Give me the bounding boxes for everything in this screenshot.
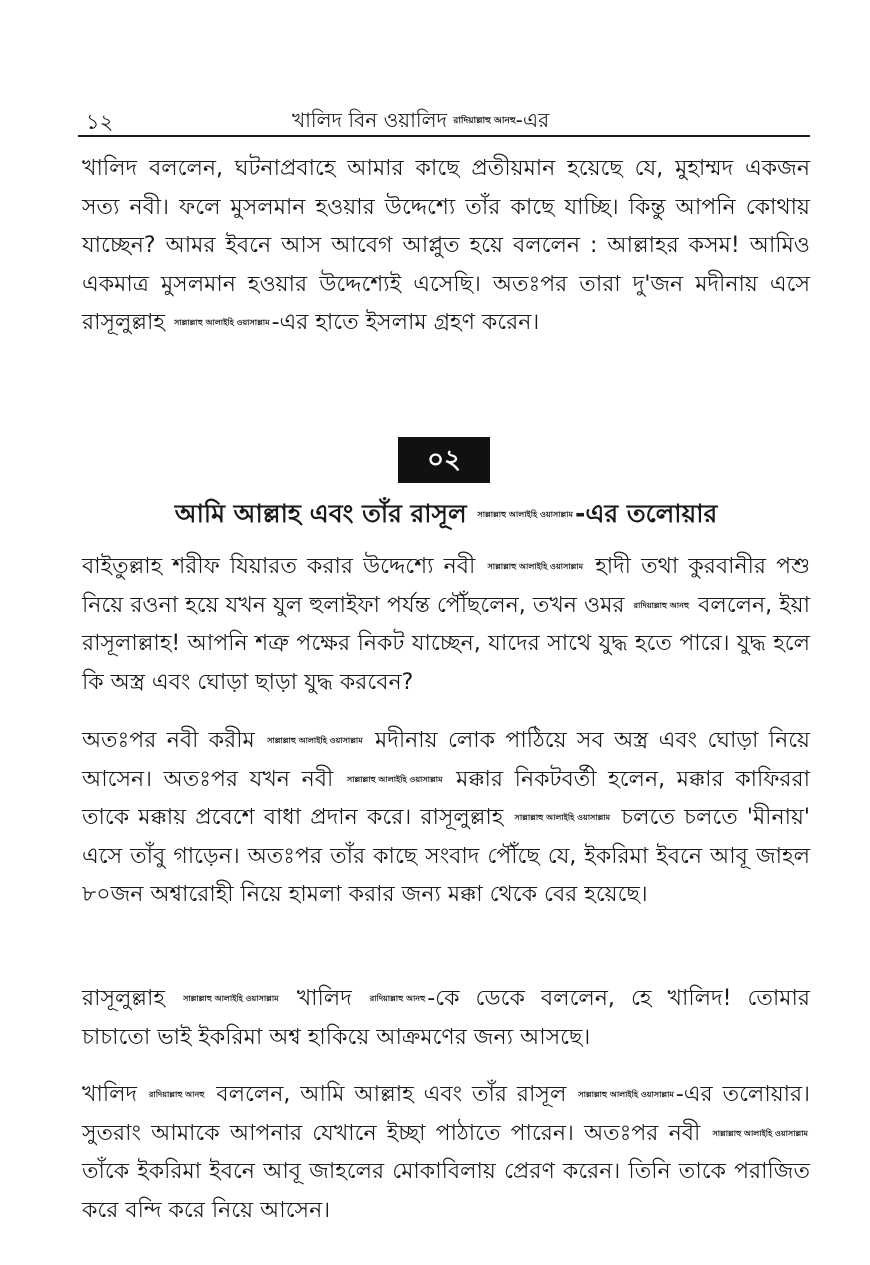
paragraph-5 bbox=[82, 1076, 810, 1230]
honorific-saw: সাল্লাল্লাহু আলাইহি ওয়াসাল্লাম bbox=[477, 510, 573, 519]
paragraph-4-text-c: -কে ডেকে বললেন, হে খালিদ! তোমার চাচাতো ভাই ইকরিমা অশ্ব হাকিয়ে আক্রমণের জন্য আসছে। bbox=[82, 986, 810, 1050]
paragraph-2-text-c: বললেন, ইয়া রাসূলাল্লাহ! আপনি শত্রু পক্ষের নিকট যাচ্ছেন, যাদের সাথে যুদ্ধ হতে পারে। যুদ্ধ হলে কি অস্ত্র এবং ঘোড়া ছাড়া যুদ্ধ করবেন? bbox=[82, 592, 811, 695]
paragraph-1-text-a: খালিদ বললেন, ঘটনাপ্রবাহে আমার কাছে প্রতীয়মান হয়েছে যে, মুহাম্মদ একজন সত্য নবী। ফলে মুসলমান হওয়ার উদ্দেশ্যে তাঁর কাছে যাচ্ছি। কিন্তু আপনি কোথায় যাচ্ছেন? আমর ইবনে আস আবেগ আপ্লুত হয়ে বললেন : আল্লাহর কসম! আমিও একমাত্র মুসলমান হওয়ার উদ্দেশ্যেই এসেছি। অতঃপর তারা দু'জন মদীনায় এসে রাসূলুল্লাহ bbox=[82, 156, 810, 335]
section-title-text-a: আমি আল্লাহ এবং তাঁর রাসূল bbox=[174, 499, 467, 528]
honorific-saw: সাল্লাল্লাহু আলাইহি ওয়াসাল্লাম bbox=[346, 774, 443, 784]
paragraph-2-text-a: বাইতুল্লাহ শরীফ যিয়ারত করার উদ্দেশ্যে নবী bbox=[82, 554, 476, 579]
honorific-ra: রাদিয়াল্লাহু আনহু bbox=[369, 994, 426, 1003]
section-number-badge: ০২ bbox=[398, 437, 490, 483]
page-number: ১২ bbox=[86, 110, 114, 134]
page-header bbox=[82, 104, 812, 136]
paragraph-3 bbox=[82, 722, 810, 915]
paragraph-4-text-b: খালিদ bbox=[296, 986, 352, 1011]
running-title-suffix: -এর bbox=[515, 108, 550, 132]
section-title bbox=[82, 494, 810, 534]
honorific-saw: সাল্লাল্লাহু আলাইহি ওয়াসাল্লাম bbox=[578, 1090, 674, 1099]
honorific-saw: সাল্লাল্লাহু আলাইহি ওয়াসাল্লাম bbox=[514, 813, 611, 822]
paragraph-3-text-b: মদীনায় লোক পাঠিয়ে সব অস্ত্র এবং ঘোড়া নিয়ে আসেন। অতঃপর যখন নবী bbox=[82, 728, 811, 792]
honorific-saw: সাল্লাল্লাহু আলাইহি ওয়াসাল্লাম bbox=[183, 994, 279, 1003]
paragraph-2-text-b: হাদী তথা কুরবানীর পশু নিয়ে রওনা হয়ে যখন যুল হুলাইফা পর্যন্ত পৌঁছলেন, তখন ওমর bbox=[82, 554, 811, 618]
honorific-saw: সাল্লাল্লাহু আলাইহি ওয়াসাল্লাম bbox=[712, 1128, 808, 1138]
paragraph-3-text-c: মক্কার নিকটবর্তী হলেন, মক্কার কাফিররা তাকে মক্কায় প্রবেশে বাধা প্রদান করে। রাসূলুল্লাহ bbox=[82, 766, 810, 830]
paragraph-5-text-b: বললেন, আমি আল্লাহ এবং তাঁর রাসূল bbox=[216, 1082, 567, 1107]
running-title-text: খালিদ বিন ওয়ালিদ bbox=[292, 108, 448, 132]
paragraph-1 bbox=[82, 150, 810, 343]
honorific-ra: রাদিয়াল্লাহু আনহু bbox=[633, 600, 690, 610]
paragraph-4-text-a: রাসূলুল্লাহ bbox=[82, 986, 165, 1011]
paragraph-3-text-d: চলতে চলতে 'মীনায়' এসে তাঁবু গাড়েন। অতঃপর তাঁর কাছে সংবাদ পৌঁছে যে, ইকরিমা ইবনে আবূ জাহল ৮০জন অশ্বারোহী নিয়ে হামলা করার জন্য মক্কা থেকে বের হয়েছে। bbox=[82, 805, 810, 907]
honorific-saw: সাল্লাল্লাহু আলাইহি ওয়াসাল্লাম bbox=[487, 562, 584, 571]
paragraph-2 bbox=[82, 548, 810, 702]
paragraph-5-text-c: -এর তলোয়ার। সুতরাং আমাকে আপনার যেখানে ইচ্ছা পাঠাতে পারেন। অতঃপর নবী bbox=[82, 1082, 811, 1146]
section-title-text-b: -এর তলোয়ার bbox=[574, 499, 718, 528]
honorific-saw: সাল্লাল্লাহু আলাইহি ওয়াসাল্লাম bbox=[174, 318, 270, 327]
paragraph-5-text-a: খালিদ bbox=[82, 1082, 138, 1107]
running-title-honorific: রাদিয়াল্লাহু আনহু bbox=[453, 116, 516, 126]
header-rule bbox=[78, 135, 810, 137]
paragraph-5-text-d: তাঁকে ইকরিমা ইবনে আবূ জাহলের মোকাবিলায় প্রেরণ করেন। তিনি তাকে পরাজিত করে বন্দি করে নিয়ে আসেন। bbox=[82, 1159, 810, 1223]
paragraph-1-text-b: -এর হাতে ইসলাম গ্রহণ করেন। bbox=[271, 310, 540, 335]
honorific-ra: রাদিয়াল্লাহু আনহু bbox=[149, 1090, 205, 1099]
paragraph-3-text-a: অতঃপর নবী করীম bbox=[82, 728, 255, 753]
honorific-saw: সাল্লাল্লাহু আলাইহি ওয়াসাল্লাম bbox=[267, 736, 363, 745]
paragraph-4 bbox=[82, 980, 810, 1057]
